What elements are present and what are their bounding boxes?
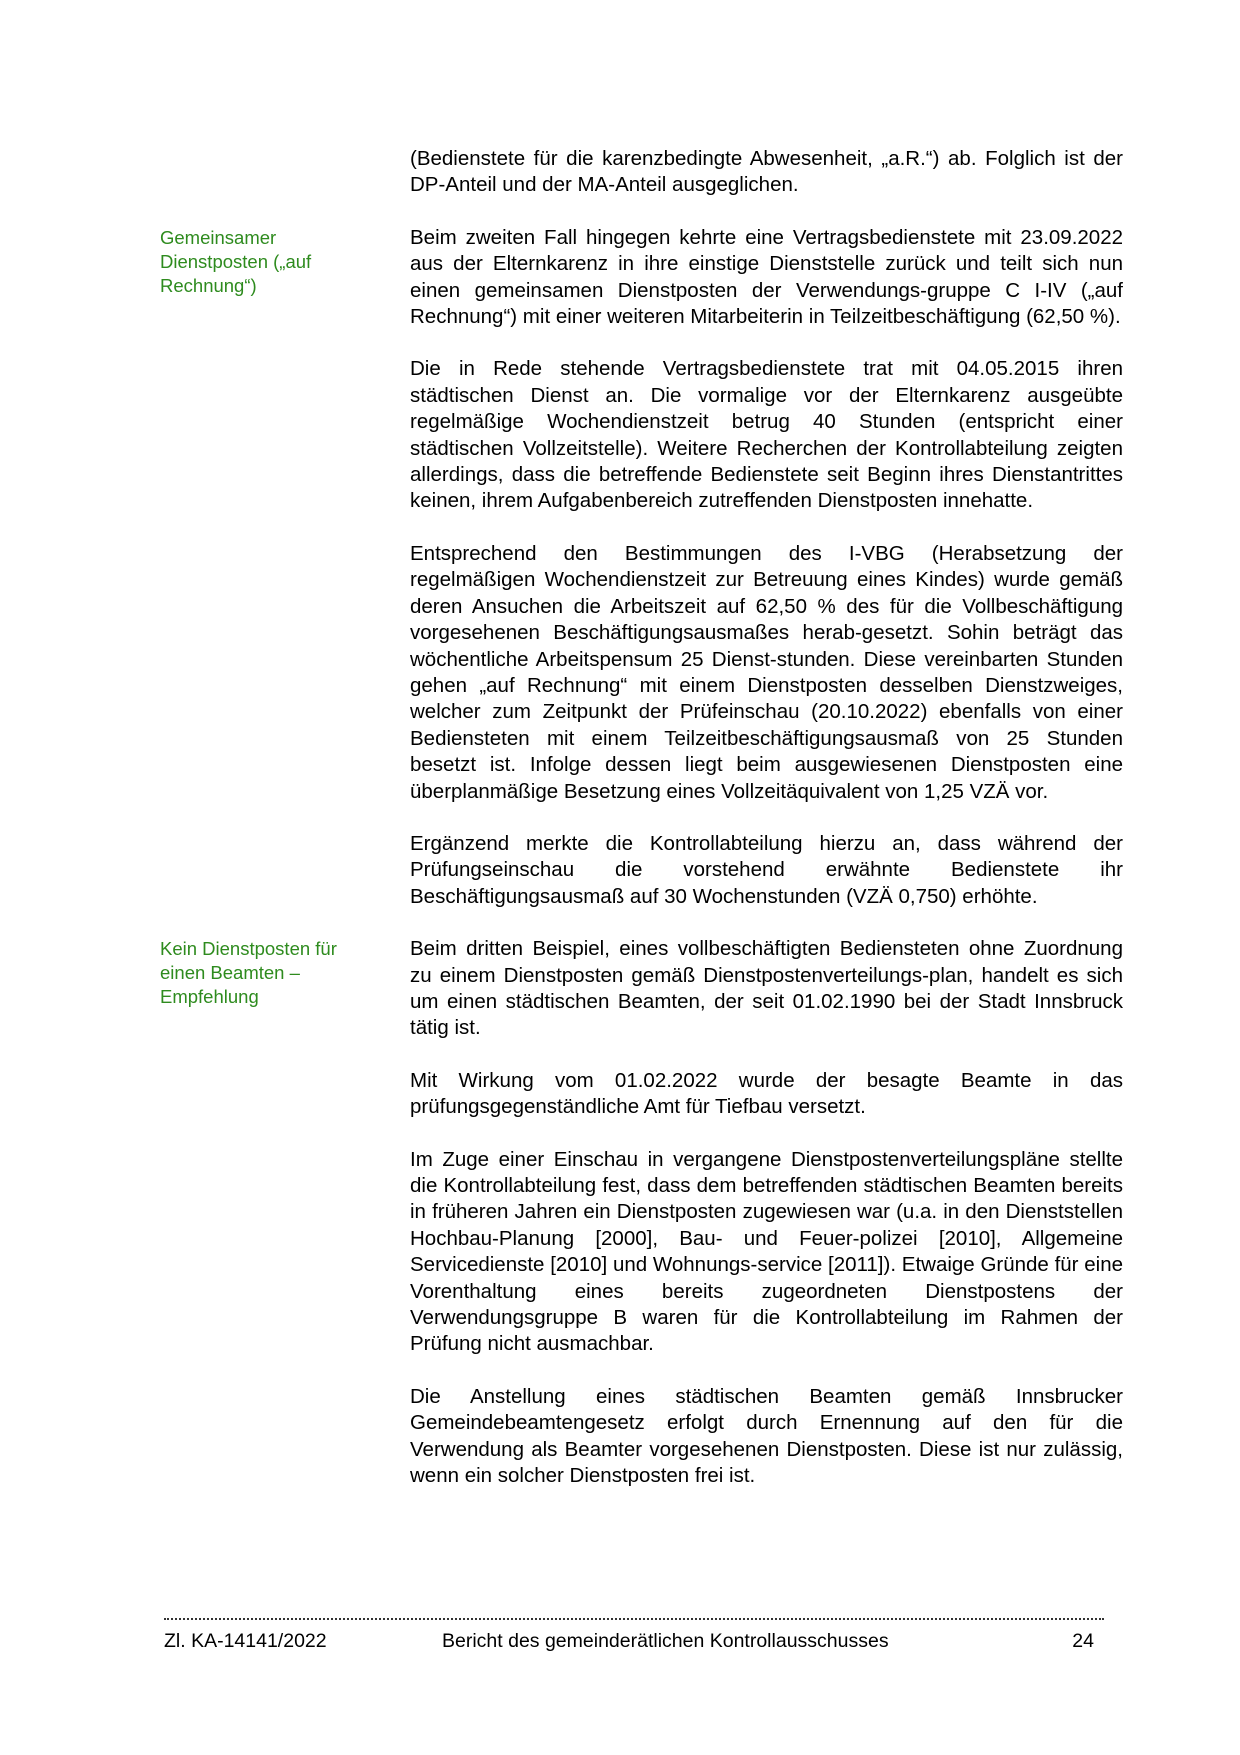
paragraph: Entsprechend den Bestimmungen des I-VBG (Herabsetzung der regelmäßigen Wochendienstzeit zur Betreuung eines Kindes) wurde gemäß deren Ansuchen die Arbeitszeit auf 62,50 % des für die Vollbeschäftigung vorgesehenen Beschäftigungsausmaßes herab-gesetzt. Sohin beträgt das wöchentliche Arbeitspensum 25 Dienst-stunden. Diese vereinbarten Stunden gehen „auf Rechnung“ mit einem Dienstposten desselben Dienstzweiges, welcher zum Zeitpunkt der Prüfeinschau (20.10.2022) ebenfalls von einer Bediensteten mit einem Teilzeitbeschäftigungsausmaß von 25 Stunden besetzt ist. Infolge dessen liegt beim ausgewiesenen Dienstposten eine überplanmäßige Besetzung eines Vollzeitäquivalent von 1,25 VZÄ vor. [410, 541, 1123, 803]
paragraph: Ergänzend merkte die Kontrollabteilung hierzu an, dass während der Prüfungseinschau die vorstehend erwähnte Bedienstete ihr Beschäftigungsausmaß auf 30 Wochenstunden (VZÄ 0,750) erhöhte. [410, 831, 1123, 908]
paragraph-text: Beim dritten Beispiel, eines vollbeschäftigten Bediensteten ohne Zuordnung zu einem Dienstposten gemäß Dienstpostenverteilungs-plan, handelt es sich um einen städtischen Beamten, der seit 01.02.1990 bei der Stadt Innsbruck tätig ist. [410, 937, 1123, 1040]
paragraph: (Bedienstete für die karenzbedingte Abwesenheit, „a.R.“) ab. Folglich ist der DP-Anteil und der MA-Anteil ausgeglichen. [410, 147, 1123, 197]
footer-divider [164, 1618, 1104, 1620]
paragraph: Die in Rede stehende Vertragsbedienstete trat mit 04.05.2015 ihren städtischen Dienst an. Die vormalige vor der Elternkarenz ausgeübte regelmäßige Wochendienstzeit betrug 40 Stunden (entspricht einer städtischen Vollzeitstelle). Weitere Recherchen der Kontrollabteilung zeigten allerdings, dass die betreffende Bedienstete seit Beginn ihres Dienstantrittes keinen, ihrem Aufgabenbereich zutreffenden Dienstposten innehatte. [410, 357, 1123, 513]
margin-note: Kein Dienstposten für einen Beamten – Empfehlung [160, 938, 337, 1008]
paragraph: Mit Wirkung vom 01.02.2022 wurde der besagte Beamte in das prüfungsgegenständliche Amt für Tiefbau versetzt. [410, 1068, 1123, 1119]
paragraph: Im Zuge einer Einschau in vergangene Dienstpostenverteilungspläne stellte die Kontrollabteilung fest, dass dem betreffenden städtischen Beamten bereits in früheren Jahren ein Dienstposten zugewiesen war (u.a. in den Dienststellen Hochbau-Planung [2000], Bau- und Feuer-polizei [2010], Allgemeine Servicedienste [2010] und Wohnungs-service [2011]). Etwaige Gründe für eine Vorenthaltung eines bereits zugeordneten Dienstpostens der Verwendungsgruppe B waren für die Kontrollabteilung im Rahmen der Prüfung nicht ausmachbar. [410, 1147, 1123, 1356]
footer-reference: Zl. KA-14141/2022 [164, 1630, 327, 1652]
paragraph: Die Anstellung eines städtischen Beamten gemäß Innsbrucker Gemeindebeamtengesetz erfolgt durch Ernennung auf den für die Verwendung als Beamter vorgesehenen Dienstposten. Diese ist nur zulässig, wenn ein solcher Dienstposten frei ist. [410, 1384, 1123, 1488]
paragraph [160, 936, 1123, 1042]
paragraph [160, 225, 1123, 331]
margin-note: Gemeinsamer Dienstposten („auf Rechnung“) [160, 226, 312, 296]
paragraph-text: Beim zweiten Fall hingegen kehrte eine Vertragsbedienstete mit 23.09.2022 aus der Elternkarenz in ihre einstige Dienststelle zurück und teilt sich nun einen gemeinsamen Dienstposten der Verwendungs-gruppe C I-IV („auf Rechnung“) mit einer weiteren Mitarbeiterin in Teilzeitbeschäftigung (62,50 %). [410, 225, 1123, 329]
body-text [160, 146, 1123, 1515]
footer-title: Bericht des gemeinderätlichen Kontrollausschusses [442, 1630, 889, 1652]
page-number: 24 [1072, 1630, 1094, 1652]
